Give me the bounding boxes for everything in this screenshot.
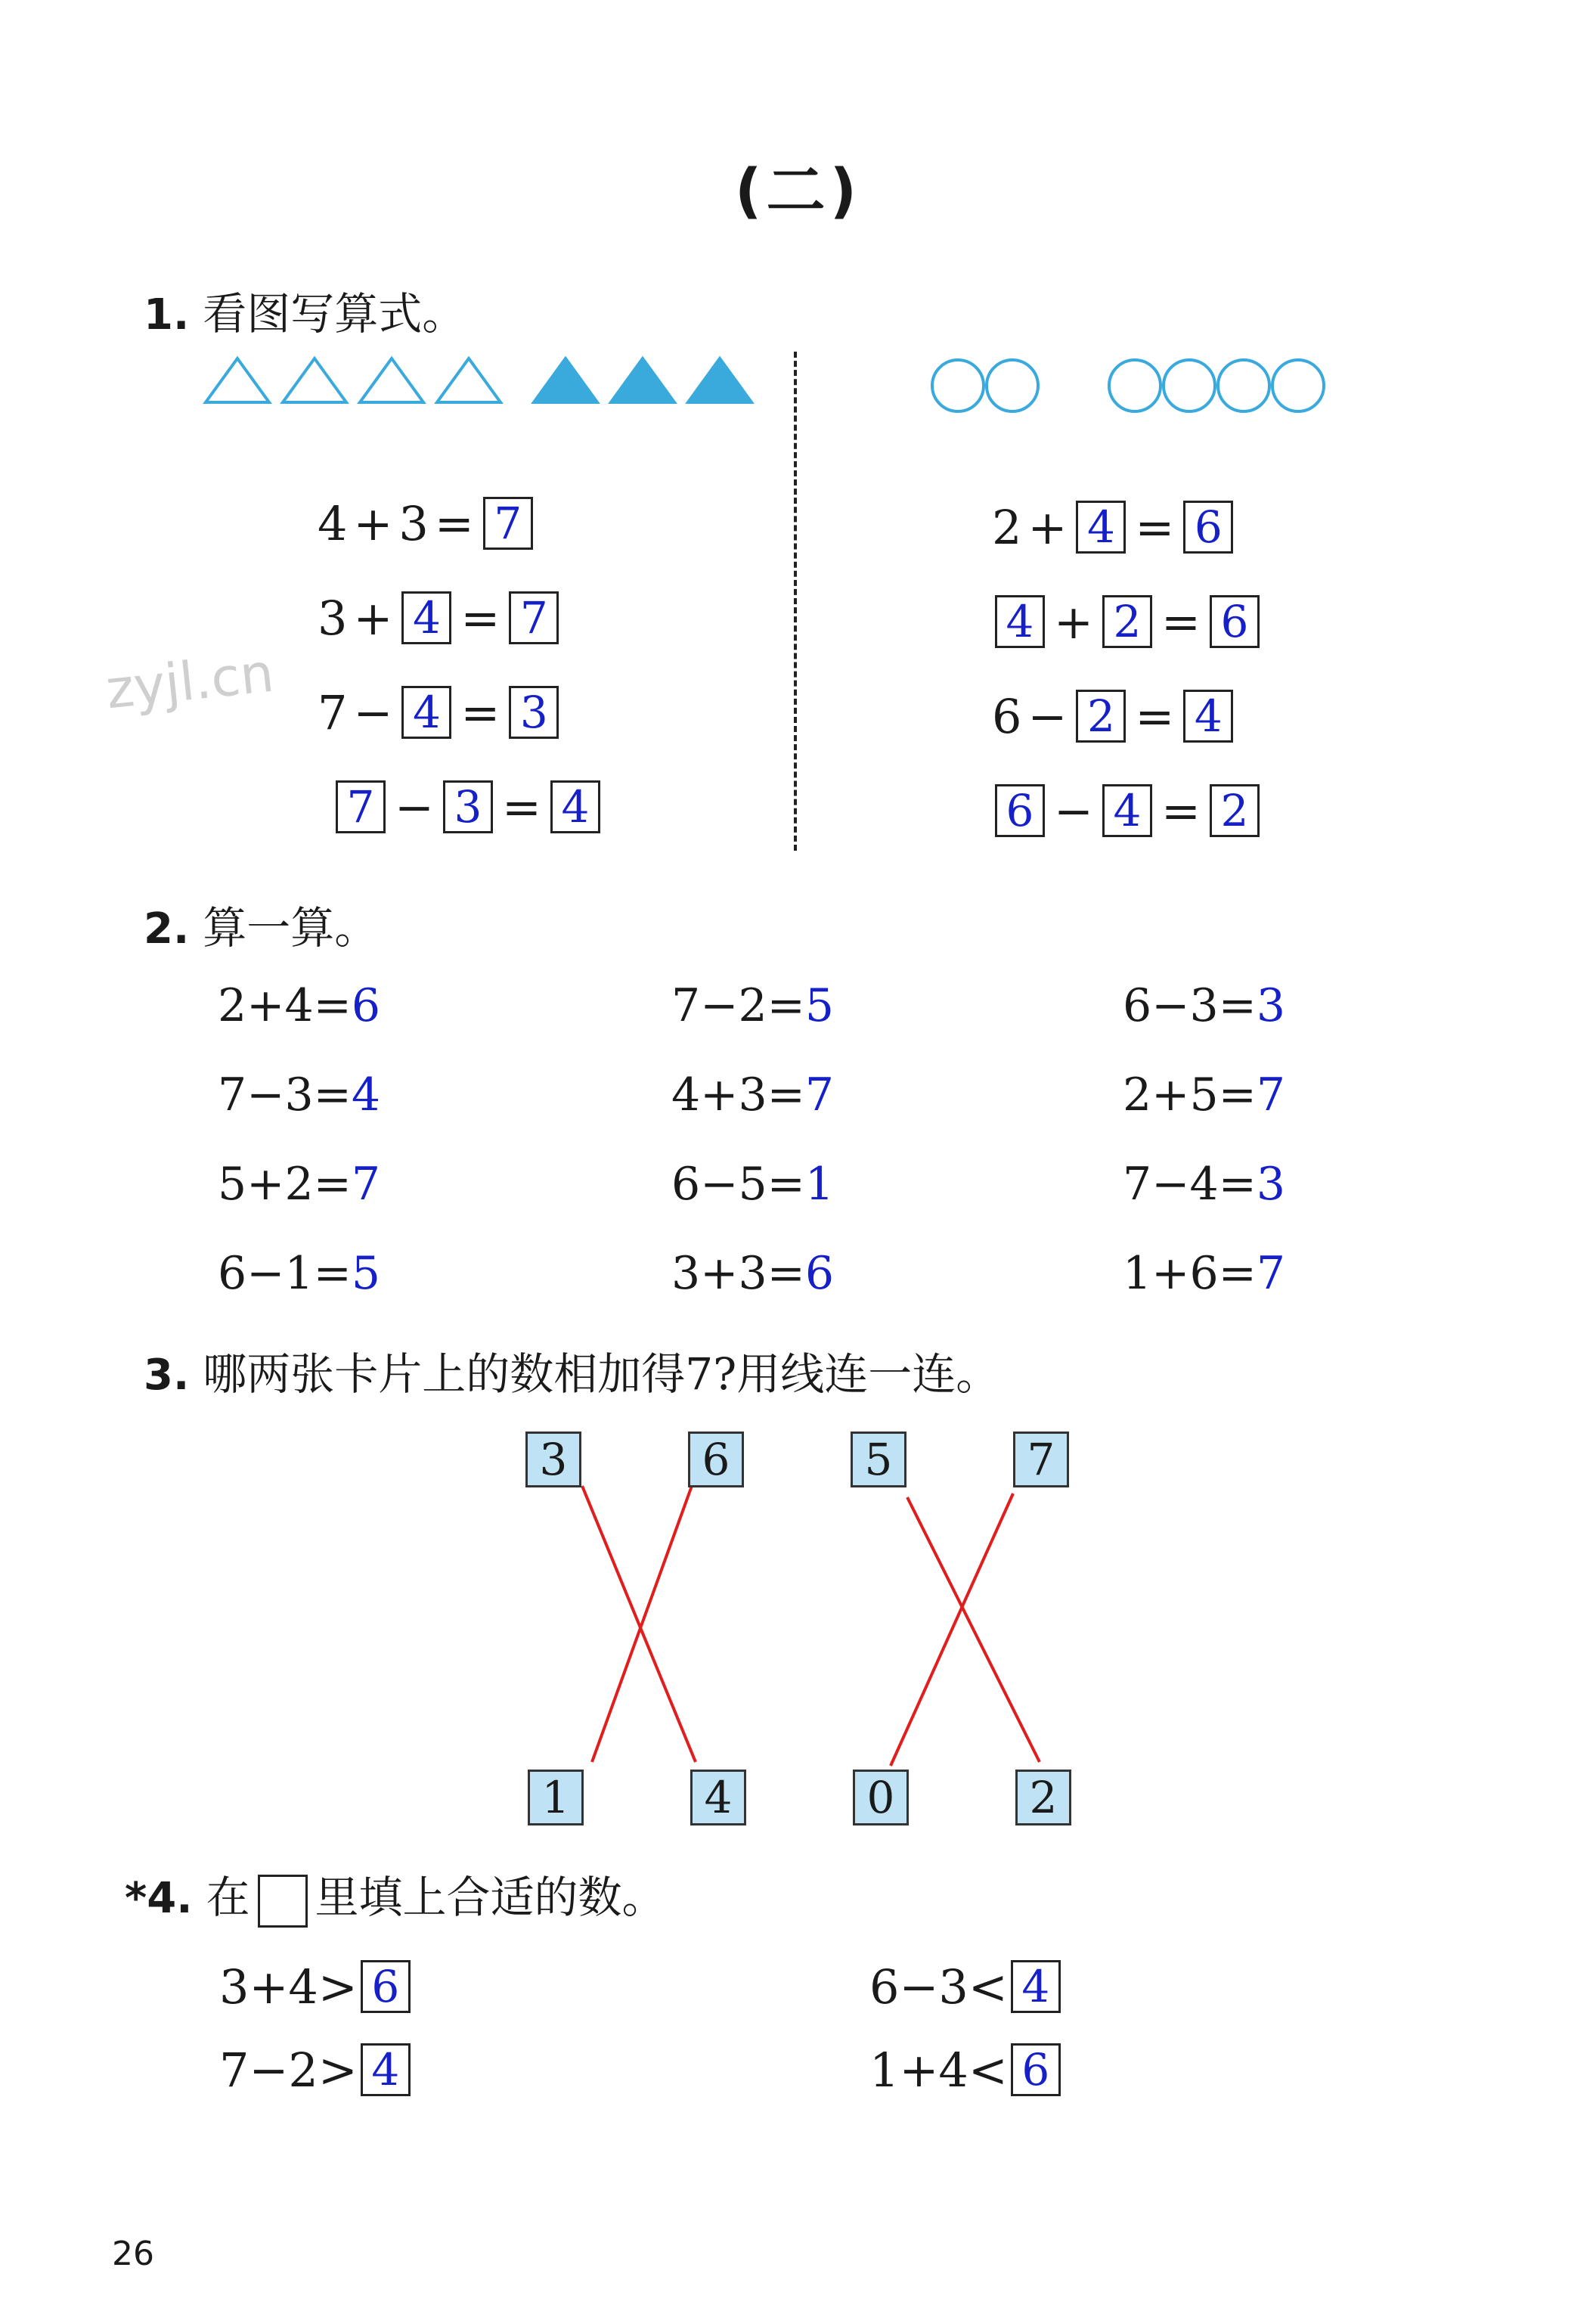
number-card[interactable]: 7 bbox=[1013, 1432, 1069, 1487]
calc-item: 5+2=7 bbox=[218, 1158, 381, 1211]
compare-item: 7−2> 4 bbox=[219, 2038, 414, 2102]
q1-left-eq-3: 7 − 4 = 3 bbox=[318, 681, 562, 744]
q2-number: 2. bbox=[144, 904, 190, 954]
answer-box[interactable]: 4 bbox=[1183, 690, 1233, 743]
number-card[interactable]: 1 bbox=[528, 1770, 584, 1825]
calc-item: 4+3=7 bbox=[671, 1069, 835, 1121]
calc-item: 6−5=1 bbox=[671, 1158, 835, 1211]
answer-box[interactable]: 4 bbox=[361, 2043, 411, 2096]
q2-heading bbox=[144, 892, 378, 956]
match-line-7-0 bbox=[891, 1494, 1013, 1766]
answer-box[interactable]: 4 bbox=[995, 595, 1045, 648]
q4-prompt-before: 在 bbox=[206, 1872, 250, 1923]
answer-box[interactable]: 7 bbox=[336, 780, 386, 833]
q1-right-eq-2: 4 + 2 = 6 bbox=[992, 590, 1263, 653]
compare-item: 6−3< 4 bbox=[869, 1955, 1064, 2018]
empty-box-icon bbox=[258, 1875, 308, 1928]
watermark: zyjl.cn bbox=[103, 641, 277, 721]
answer-box[interactable]: 6 bbox=[361, 1960, 411, 2013]
calc-item: 2+4=6 bbox=[218, 979, 381, 1032]
answer-box[interactable]: 3 bbox=[509, 686, 559, 739]
answer-box[interactable]: 6 bbox=[995, 784, 1045, 837]
q2-prompt: 算一算。 bbox=[203, 902, 379, 954]
circle-icon bbox=[1218, 360, 1269, 411]
q1-right-eq-1: 2 + 4 = 6 bbox=[992, 495, 1236, 559]
page-title: (二) bbox=[734, 157, 862, 225]
filled-triangle-icon bbox=[611, 358, 674, 402]
q3-heading bbox=[144, 1338, 999, 1402]
circle-icon bbox=[1109, 360, 1161, 411]
hollow-triangle-icon bbox=[283, 358, 346, 402]
circle-icon bbox=[987, 360, 1038, 411]
q1-left-eq-1: 4 + 3 = 7 bbox=[318, 492, 536, 555]
number-card[interactable]: 3 bbox=[525, 1432, 581, 1487]
q1-left-eq-2: 3 + 4 = 7 bbox=[318, 586, 562, 650]
calc-item: 2+5=7 bbox=[1123, 1069, 1286, 1121]
q1-prompt: 看图写算式。 bbox=[203, 288, 466, 340]
answer-box[interactable]: 2 bbox=[1210, 784, 1260, 837]
number-card[interactable]: 5 bbox=[851, 1432, 906, 1487]
compare-item: 3+4> 6 bbox=[219, 1955, 414, 2018]
answer-box[interactable]: 2 bbox=[1102, 595, 1152, 648]
answer-box[interactable]: 6 bbox=[1210, 595, 1260, 648]
match-line-3-4 bbox=[582, 1486, 696, 1762]
calc-item: 6−3=3 bbox=[1123, 979, 1286, 1032]
triangles-figure bbox=[197, 355, 756, 408]
number-card[interactable]: 4 bbox=[690, 1770, 746, 1825]
q3-prompt: 哪两张卡片上的数相加得7?用线连一连。 bbox=[203, 1348, 1000, 1400]
answer-box[interactable]: 2 bbox=[1076, 690, 1126, 743]
number-card[interactable]: 2 bbox=[1015, 1770, 1071, 1825]
hollow-triangle-icon bbox=[360, 358, 423, 402]
page-number: 26 bbox=[112, 2235, 154, 2273]
column-divider bbox=[794, 352, 797, 851]
q3-number: 3. bbox=[144, 1351, 190, 1400]
answer-box[interactable]: 4 bbox=[401, 591, 451, 644]
q1-right-eq-3: 6 − 2 = 4 bbox=[992, 684, 1236, 748]
answer-box[interactable]: 7 bbox=[509, 591, 559, 644]
answer-box[interactable]: 4 bbox=[1102, 784, 1152, 837]
hollow-triangle-icon bbox=[437, 358, 500, 402]
q1-right-eq-4: 6 − 4 = 2 bbox=[992, 779, 1263, 842]
circles-figure bbox=[926, 355, 1365, 416]
match-line-5-2 bbox=[907, 1497, 1040, 1762]
calc-item: 7−4=3 bbox=[1123, 1158, 1286, 1211]
circle-icon bbox=[932, 360, 984, 411]
calc-item: 6−1=5 bbox=[218, 1247, 381, 1300]
filled-triangle-icon bbox=[688, 358, 752, 402]
calc-item: 7−3=4 bbox=[218, 1069, 381, 1121]
q1-number: 1. bbox=[144, 290, 190, 340]
hollow-triangle-icon bbox=[206, 358, 269, 402]
answer-box[interactable]: 4 bbox=[1011, 1960, 1061, 2013]
circle-icon bbox=[1164, 360, 1215, 411]
compare-item: 1+4< 6 bbox=[869, 2038, 1064, 2102]
filled-triangle-icon bbox=[534, 358, 597, 402]
answer-box[interactable]: 3 bbox=[443, 780, 493, 833]
number-card[interactable]: 0 bbox=[853, 1770, 909, 1825]
answer-box[interactable]: 6 bbox=[1183, 501, 1233, 554]
circle-icon bbox=[1272, 360, 1324, 411]
q4-heading bbox=[125, 1862, 666, 1928]
q4-prompt-after: 里填上合适的数。 bbox=[315, 1872, 666, 1923]
match-line-6-1 bbox=[592, 1486, 692, 1762]
answer-box[interactable]: 4 bbox=[550, 780, 600, 833]
q1-left-eq-4: 7 − 3 = 4 bbox=[333, 775, 603, 839]
answer-box[interactable]: 4 bbox=[1076, 501, 1126, 554]
answer-box[interactable]: 7 bbox=[483, 497, 533, 550]
calc-item: 3+3=6 bbox=[671, 1247, 835, 1300]
calc-item: 7−2=5 bbox=[671, 979, 835, 1032]
q1-heading bbox=[144, 278, 466, 342]
answer-box[interactable]: 4 bbox=[401, 686, 451, 739]
number-card[interactable]: 6 bbox=[688, 1432, 744, 1487]
answer-box[interactable]: 6 bbox=[1011, 2043, 1061, 2096]
calc-item: 1+6=7 bbox=[1123, 1247, 1286, 1300]
q4-number: *4. bbox=[125, 1874, 193, 1923]
